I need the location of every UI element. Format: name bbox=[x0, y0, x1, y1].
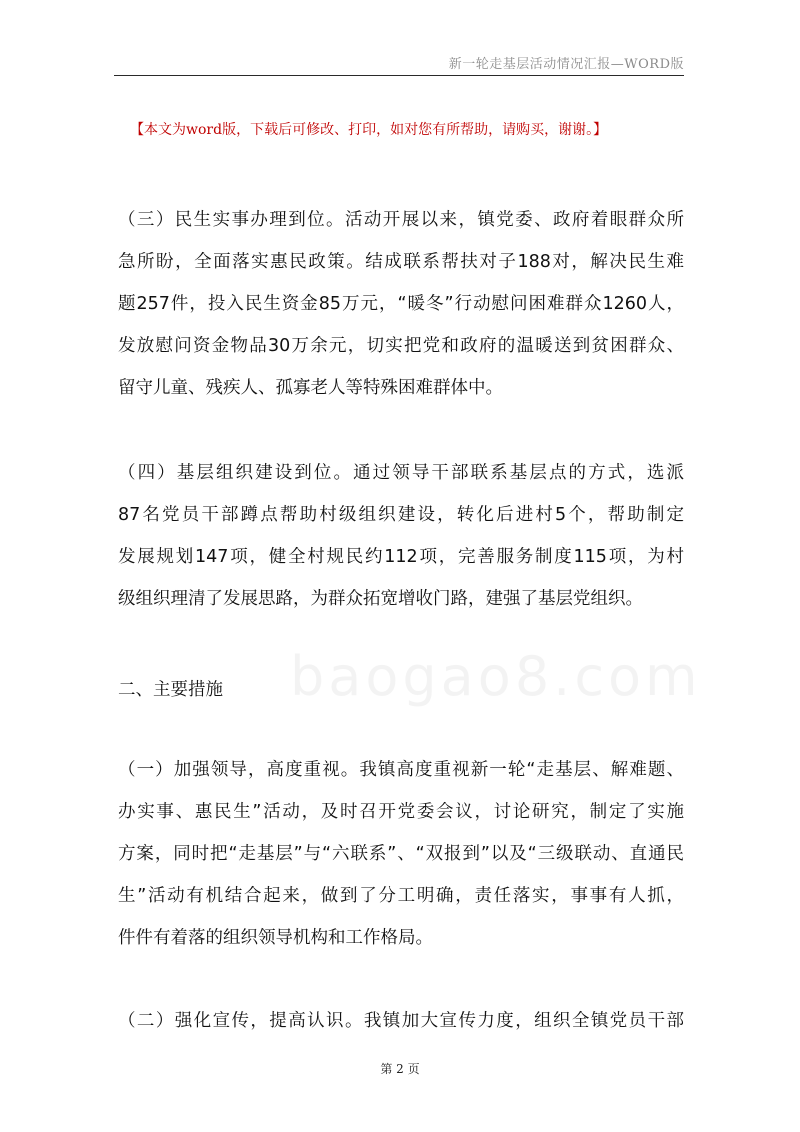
paragraph-line: 件件有着落的组织领导机构和工作格局。 bbox=[118, 928, 433, 948]
paragraph-line: 留守儿童、残疾人、孤寡老人等特殊困难群体中。 bbox=[118, 378, 503, 398]
paragraph-publicity bbox=[118, 1000, 684, 1042]
paragraph-livelihood bbox=[118, 199, 684, 409]
paragraph-line: 办实事、惠民生”活动，及时召开党委会议，讨论研究，制定了实施 bbox=[118, 802, 684, 822]
paragraph-leadership bbox=[118, 749, 684, 959]
paragraph-line: 87名党员干部蹲点帮助村级组织建设，转化后进村5个，帮助制定 bbox=[118, 505, 684, 525]
purchase-notice: 【本文为word版，下载后可修改、打印，如对您有所帮助，请购买，谢谢。】 bbox=[130, 122, 608, 138]
paragraph-line: （一）加强领导，高度重视。我镇高度重视新一轮“走基层、解难题、 bbox=[118, 760, 684, 780]
paragraph-line: 发放慰问资金物品30万余元，切实把党和政府的温暖送到贫困群众、 bbox=[118, 336, 684, 356]
paragraph-line: （二）强化宣传，提高认识。我镇加大宣传力度，组织全镇党员干部 bbox=[118, 1011, 684, 1031]
paragraph-line: 题257件，投入民生资金85万元，“暖冬”行动慰问困难群众1260人， bbox=[118, 294, 684, 314]
paragraph-line: （三）民生实事办理到位。活动开展以来，镇党委、政府着眼群众所 bbox=[118, 210, 684, 230]
paragraph-line: 发展规划147项，健全村规民约112项，完善服务制度115项，为村 bbox=[118, 547, 684, 567]
paragraph-line: 级组织理清了发展思路，为群众拓宽增收门路，建强了基层党组织。 bbox=[118, 589, 643, 609]
document-header-title: 新一轮走基层活动情况汇报—WORD版 bbox=[448, 57, 684, 72]
header-divider bbox=[114, 75, 684, 76]
paragraph-line: 急所盼，全面落实惠民政策。结成联系帮扶对子188对，解决民生难 bbox=[118, 252, 684, 272]
paragraph-line: 方案，同时把“走基层”与“六联系”、“双报到”以及“三级联动、直通民 bbox=[118, 844, 684, 864]
paragraph-line: 生”活动有机结合起来，做到了分工明确，责任落实，事事有人抓， bbox=[118, 886, 684, 906]
paragraph-grassroots bbox=[118, 452, 684, 620]
watermark bbox=[290, 645, 702, 708]
paragraph-line: （四）基层组织建设到位。通过领导干部联系基层点的方式，选派 bbox=[118, 463, 684, 483]
page-number: 第 2 页 bbox=[380, 1062, 420, 1076]
section-heading: 二、主要措施 bbox=[118, 680, 223, 700]
